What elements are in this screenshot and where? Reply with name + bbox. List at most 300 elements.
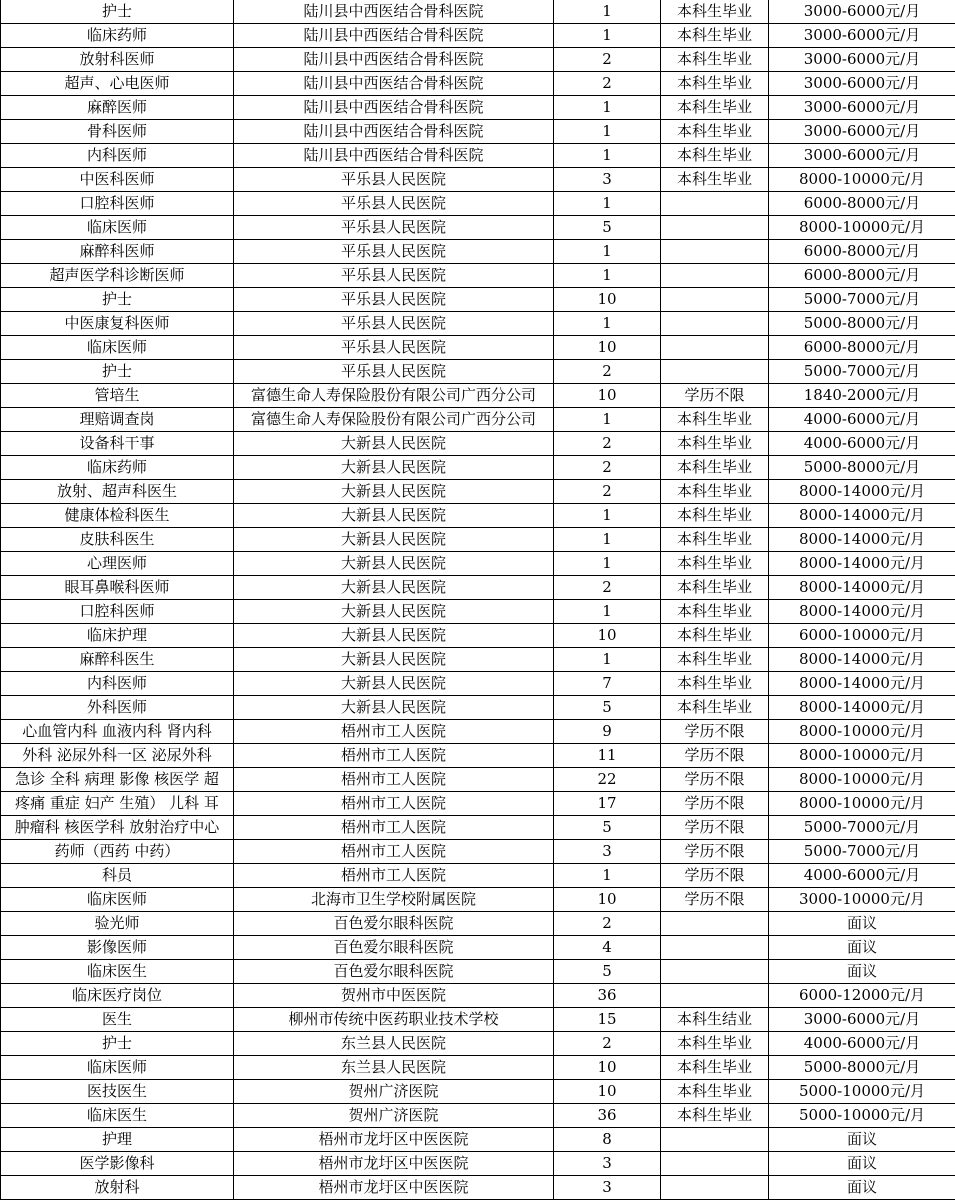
salary-cell[interactable]: 5000-8000元/月 — [769, 1056, 955, 1080]
employer-cell[interactable]: 大新县人民医院 — [234, 432, 554, 456]
position-cell[interactable]: 口腔科医师 — [1, 192, 234, 216]
count-cell[interactable]: 3 — [554, 168, 661, 192]
table-row — [1, 144, 955, 168]
position-cell[interactable]: 护士 — [1, 288, 234, 312]
position-cell[interactable]: 医技医生 — [1, 1080, 234, 1104]
salary-cell[interactable]: 5000-10000元/月 — [769, 1104, 955, 1128]
count-cell[interactable]: 1 — [554, 24, 661, 48]
position-cell[interactable]: 科员 — [1, 864, 234, 888]
salary-cell[interactable]: 3000-6000元/月 — [769, 72, 955, 96]
job-listing-body — [1, 0, 955, 1200]
table-row — [1, 648, 955, 672]
education-cell[interactable]: 学历不限 — [661, 744, 769, 768]
education-cell[interactable]: 本科生毕业 — [661, 408, 769, 432]
position-cell[interactable]: 急诊 全科 病理 影像 核医学 超 — [1, 768, 234, 792]
count-cell[interactable]: 1 — [554, 864, 661, 888]
salary-cell[interactable]: 6000-8000元/月 — [769, 336, 955, 360]
position-cell[interactable]: 麻醉医师 — [1, 96, 234, 120]
education-cell[interactable]: 本科生毕业 — [661, 72, 769, 96]
salary-cell[interactable]: 8000-14000元/月 — [769, 528, 955, 552]
table-row — [1, 552, 955, 576]
employer-cell[interactable]: 百色爱尔眼科医院 — [234, 936, 554, 960]
position-cell[interactable]: 健康体检科医生 — [1, 504, 234, 528]
count-cell[interactable]: 1 — [554, 648, 661, 672]
count-cell[interactable]: 1 — [554, 312, 661, 336]
table-row — [1, 960, 955, 984]
education-cell[interactable] — [661, 360, 769, 384]
salary-cell[interactable]: 6000-8000元/月 — [769, 264, 955, 288]
count-cell[interactable]: 1 — [554, 120, 661, 144]
count-cell[interactable]: 17 — [554, 792, 661, 816]
education-cell[interactable]: 本科生毕业 — [661, 168, 769, 192]
employer-cell[interactable]: 大新县人民医院 — [234, 576, 554, 600]
education-cell[interactable]: 本科生毕业 — [661, 456, 769, 480]
table-row — [1, 984, 955, 1008]
employer-cell[interactable]: 大新县人民医院 — [234, 456, 554, 480]
salary-cell[interactable]: 8000-14000元/月 — [769, 600, 955, 624]
employer-cell[interactable]: 大新县人民医院 — [234, 528, 554, 552]
salary-cell[interactable]: 5000-7000元/月 — [769, 840, 955, 864]
salary-cell[interactable]: 3000-6000元/月 — [769, 24, 955, 48]
education-cell[interactable]: 学历不限 — [661, 720, 769, 744]
education-cell[interactable] — [661, 288, 769, 312]
position-cell[interactable]: 放射、超声科医生 — [1, 480, 234, 504]
count-cell[interactable]: 1 — [554, 528, 661, 552]
salary-cell[interactable]: 8000-10000元/月 — [769, 720, 955, 744]
education-cell[interactable] — [661, 336, 769, 360]
salary-cell[interactable]: 8000-14000元/月 — [769, 576, 955, 600]
employer-cell[interactable]: 平乐县人民医院 — [234, 312, 554, 336]
employer-cell[interactable]: 贺州广济医院 — [234, 1080, 554, 1104]
salary-cell[interactable]: 8000-14000元/月 — [769, 648, 955, 672]
employer-cell[interactable]: 平乐县人民医院 — [234, 192, 554, 216]
count-cell[interactable]: 5 — [554, 696, 661, 720]
position-cell[interactable]: 临床医生 — [1, 960, 234, 984]
count-cell[interactable]: 1 — [554, 408, 661, 432]
education-cell[interactable]: 本科生毕业 — [661, 48, 769, 72]
employer-cell[interactable]: 平乐县人民医院 — [234, 168, 554, 192]
count-cell[interactable]: 11 — [554, 744, 661, 768]
education-cell[interactable]: 本科生毕业 — [661, 480, 769, 504]
education-cell[interactable] — [661, 912, 769, 936]
employer-cell[interactable]: 富德生命人寿保险股份有限公司广西分公司 — [234, 384, 554, 408]
count-cell[interactable]: 4 — [554, 936, 661, 960]
position-cell[interactable]: 超声医学科诊断医师 — [1, 264, 234, 288]
employer-cell[interactable]: 百色爱尔眼科医院 — [234, 912, 554, 936]
position-cell[interactable]: 临床医师 — [1, 336, 234, 360]
count-cell[interactable]: 2 — [554, 432, 661, 456]
salary-cell[interactable]: 8000-10000元/月 — [769, 744, 955, 768]
employer-cell[interactable]: 梧州市工人医院 — [234, 864, 554, 888]
table-row — [1, 192, 955, 216]
position-cell[interactable]: 心理医师 — [1, 552, 234, 576]
salary-cell[interactable]: 5000-10000元/月 — [769, 1080, 955, 1104]
position-cell[interactable]: 护士 — [1, 1032, 234, 1056]
position-cell[interactable]: 设备科干事 — [1, 432, 234, 456]
employer-cell[interactable]: 平乐县人民医院 — [234, 240, 554, 264]
salary-cell[interactable]: 4000-6000元/月 — [769, 432, 955, 456]
table-row — [1, 744, 955, 768]
education-cell[interactable]: 本科生毕业 — [661, 1032, 769, 1056]
count-cell[interactable]: 2 — [554, 48, 661, 72]
education-cell[interactable] — [661, 312, 769, 336]
position-cell[interactable]: 医生 — [1, 1008, 234, 1032]
position-cell[interactable]: 护理 — [1, 1128, 234, 1152]
count-cell[interactable]: 1 — [554, 144, 661, 168]
salary-cell[interactable]: 6000-10000元/月 — [769, 624, 955, 648]
employer-cell[interactable]: 大新县人民医院 — [234, 600, 554, 624]
education-cell[interactable] — [661, 1128, 769, 1152]
salary-cell[interactable]: 8000-14000元/月 — [769, 696, 955, 720]
count-cell[interactable]: 1 — [554, 192, 661, 216]
education-cell[interactable]: 本科生毕业 — [661, 96, 769, 120]
salary-cell[interactable]: 面议 — [769, 1128, 955, 1152]
education-cell[interactable] — [661, 264, 769, 288]
employer-cell[interactable]: 大新县人民医院 — [234, 696, 554, 720]
count-cell[interactable]: 10 — [554, 384, 661, 408]
table-row — [1, 216, 955, 240]
employer-cell[interactable]: 梧州市工人医院 — [234, 744, 554, 768]
employer-cell[interactable]: 平乐县人民医院 — [234, 264, 554, 288]
employer-cell[interactable]: 陆川县中西医结合骨科医院 — [234, 96, 554, 120]
position-cell[interactable]: 外科 泌尿外科一区 泌尿外科 — [1, 744, 234, 768]
education-cell[interactable]: 学历不限 — [661, 888, 769, 912]
education-cell[interactable]: 学历不限 — [661, 768, 769, 792]
salary-cell[interactable]: 8000-10000元/月 — [769, 768, 955, 792]
position-cell[interactable]: 临床药师 — [1, 24, 234, 48]
table-row — [1, 864, 955, 888]
count-cell[interactable]: 2 — [554, 456, 661, 480]
salary-cell[interactable]: 4000-6000元/月 — [769, 864, 955, 888]
table-row — [1, 48, 955, 72]
education-cell[interactable]: 本科生毕业 — [661, 1080, 769, 1104]
employer-cell[interactable]: 梧州市工人医院 — [234, 816, 554, 840]
employer-cell[interactable]: 平乐县人民医院 — [234, 336, 554, 360]
salary-cell[interactable]: 5000-7000元/月 — [769, 816, 955, 840]
table-row — [1, 24, 955, 48]
position-cell[interactable]: 医学影像科 — [1, 1152, 234, 1176]
table-row — [1, 912, 955, 936]
salary-cell[interactable]: 5000-8000元/月 — [769, 456, 955, 480]
position-cell[interactable]: 眼耳鼻喉科医师 — [1, 576, 234, 600]
employer-cell[interactable]: 大新县人民医院 — [234, 624, 554, 648]
table-row — [1, 1008, 955, 1032]
count-cell[interactable]: 3 — [554, 840, 661, 864]
count-cell[interactable]: 10 — [554, 336, 661, 360]
table-row — [1, 1152, 955, 1176]
education-cell[interactable] — [661, 1152, 769, 1176]
salary-cell[interactable]: 8000-10000元/月 — [769, 216, 955, 240]
employer-cell[interactable]: 大新县人民医院 — [234, 504, 554, 528]
table-row — [1, 312, 955, 336]
position-cell[interactable]: 骨科医师 — [1, 120, 234, 144]
position-cell[interactable]: 验光师 — [1, 912, 234, 936]
salary-cell[interactable]: 3000-6000元/月 — [769, 120, 955, 144]
count-cell[interactable]: 1 — [554, 552, 661, 576]
education-cell[interactable]: 本科生毕业 — [661, 576, 769, 600]
count-cell[interactable]: 2 — [554, 360, 661, 384]
salary-cell[interactable]: 4000-6000元/月 — [769, 1032, 955, 1056]
education-cell[interactable] — [661, 936, 769, 960]
count-cell[interactable]: 2 — [554, 72, 661, 96]
salary-cell[interactable]: 5000-8000元/月 — [769, 312, 955, 336]
position-cell[interactable]: 临床医疗岗位 — [1, 984, 234, 1008]
position-cell[interactable]: 皮肤科医生 — [1, 528, 234, 552]
position-cell[interactable]: 中医康复科医师 — [1, 312, 234, 336]
table-row — [1, 456, 955, 480]
position-cell[interactable]: 临床护理 — [1, 624, 234, 648]
education-cell[interactable] — [661, 216, 769, 240]
count-cell[interactable]: 36 — [554, 984, 661, 1008]
employer-cell[interactable]: 梧州市工人医院 — [234, 768, 554, 792]
table-row — [1, 720, 955, 744]
education-cell[interactable]: 本科生毕业 — [661, 0, 769, 24]
count-cell[interactable]: 1 — [554, 0, 661, 24]
education-cell[interactable]: 本科生毕业 — [661, 504, 769, 528]
position-cell[interactable]: 护士 — [1, 0, 234, 24]
count-cell[interactable]: 2 — [554, 912, 661, 936]
count-cell[interactable]: 5 — [554, 960, 661, 984]
education-cell[interactable]: 学历不限 — [661, 864, 769, 888]
salary-cell[interactable]: 面议 — [769, 912, 955, 936]
table-row — [1, 120, 955, 144]
count-cell[interactable]: 8 — [554, 1128, 661, 1152]
position-cell[interactable]: 理赔调查岗 — [1, 408, 234, 432]
education-cell[interactable]: 本科生毕业 — [661, 552, 769, 576]
table-row — [1, 72, 955, 96]
position-cell[interactable]: 内科医师 — [1, 144, 234, 168]
employer-cell[interactable]: 百色爱尔眼科医院 — [234, 960, 554, 984]
education-cell[interactable]: 本科生毕业 — [661, 120, 769, 144]
salary-cell[interactable]: 8000-14000元/月 — [769, 480, 955, 504]
position-cell[interactable]: 麻醉科医师 — [1, 240, 234, 264]
table-row — [1, 264, 955, 288]
salary-cell[interactable]: 6000-8000元/月 — [769, 240, 955, 264]
position-cell[interactable]: 超声、心电医师 — [1, 72, 234, 96]
employer-cell[interactable]: 贺州市中医医院 — [234, 984, 554, 1008]
position-cell[interactable]: 心血管内科 血液内科 肾内科 — [1, 720, 234, 744]
table-row — [1, 1128, 955, 1152]
employer-cell[interactable]: 陆川县中西医结合骨科医院 — [234, 48, 554, 72]
table-row — [1, 288, 955, 312]
salary-cell[interactable]: 1840-2000元/月 — [769, 384, 955, 408]
education-cell[interactable]: 本科生毕业 — [661, 672, 769, 696]
table-row — [1, 0, 955, 24]
position-cell[interactable]: 内科医师 — [1, 672, 234, 696]
table-row — [1, 1104, 955, 1128]
count-cell[interactable]: 2 — [554, 576, 661, 600]
count-cell[interactable]: 1 — [554, 264, 661, 288]
table-row — [1, 1032, 955, 1056]
table-row — [1, 576, 955, 600]
salary-cell[interactable]: 面议 — [769, 1176, 955, 1200]
salary-cell[interactable]: 8000-10000元/月 — [769, 792, 955, 816]
count-cell[interactable]: 36 — [554, 1104, 661, 1128]
table-row — [1, 480, 955, 504]
table-row — [1, 96, 955, 120]
education-cell[interactable] — [661, 1176, 769, 1200]
education-cell[interactable]: 本科生结业 — [661, 1008, 769, 1032]
education-cell[interactable]: 本科生毕业 — [661, 1104, 769, 1128]
salary-cell[interactable]: 面议 — [769, 1152, 955, 1176]
education-cell[interactable]: 学历不限 — [661, 816, 769, 840]
table-row — [1, 1176, 955, 1200]
employer-cell[interactable]: 北海市卫生学校附属医院 — [234, 888, 554, 912]
position-cell[interactable]: 放射科医师 — [1, 48, 234, 72]
position-cell[interactable]: 临床医师 — [1, 888, 234, 912]
employer-cell[interactable]: 陆川县中西医结合骨科医院 — [234, 72, 554, 96]
count-cell[interactable]: 22 — [554, 768, 661, 792]
education-cell[interactable] — [661, 960, 769, 984]
position-cell[interactable]: 中医科医师 — [1, 168, 234, 192]
position-cell[interactable]: 疼痛 重症 妇产 生殖） 儿科 耳 — [1, 792, 234, 816]
education-cell[interactable] — [661, 240, 769, 264]
position-cell[interactable]: 口腔科医师 — [1, 600, 234, 624]
table-row — [1, 840, 955, 864]
employer-cell[interactable]: 大新县人民医院 — [234, 480, 554, 504]
table-row — [1, 528, 955, 552]
employer-cell[interactable]: 平乐县人民医院 — [234, 288, 554, 312]
salary-cell[interactable]: 5000-7000元/月 — [769, 288, 955, 312]
count-cell[interactable]: 2 — [554, 480, 661, 504]
table-row — [1, 408, 955, 432]
education-cell[interactable]: 本科生毕业 — [661, 624, 769, 648]
employer-cell[interactable]: 陆川县中西医结合骨科医院 — [234, 120, 554, 144]
table-row — [1, 672, 955, 696]
salary-cell[interactable]: 面议 — [769, 936, 955, 960]
education-cell[interactable]: 本科生毕业 — [661, 24, 769, 48]
count-cell[interactable]: 2 — [554, 1032, 661, 1056]
salary-cell[interactable]: 8000-14000元/月 — [769, 504, 955, 528]
employer-cell[interactable]: 平乐县人民医院 — [234, 360, 554, 384]
count-cell[interactable]: 10 — [554, 1056, 661, 1080]
employer-cell[interactable]: 贺州广济医院 — [234, 1104, 554, 1128]
count-cell[interactable]: 9 — [554, 720, 661, 744]
education-cell[interactable] — [661, 192, 769, 216]
table-row — [1, 336, 955, 360]
table-row — [1, 1080, 955, 1104]
education-cell[interactable]: 本科生毕业 — [661, 528, 769, 552]
count-cell[interactable]: 15 — [554, 1008, 661, 1032]
table-row — [1, 768, 955, 792]
count-cell[interactable]: 1 — [554, 600, 661, 624]
count-cell[interactable]: 10 — [554, 288, 661, 312]
salary-cell[interactable]: 8000-14000元/月 — [769, 552, 955, 576]
employer-cell[interactable]: 柳州市传统中医药职业技术学校 — [234, 1008, 554, 1032]
position-cell[interactable]: 临床药师 — [1, 456, 234, 480]
position-cell[interactable]: 影像医师 — [1, 936, 234, 960]
table-row — [1, 504, 955, 528]
employer-cell[interactable]: 陆川县中西医结合骨科医院 — [234, 144, 554, 168]
count-cell[interactable]: 3 — [554, 1176, 661, 1200]
salary-cell[interactable]: 4000-6000元/月 — [769, 408, 955, 432]
salary-cell[interactable]: 5000-7000元/月 — [769, 360, 955, 384]
table-row — [1, 600, 955, 624]
education-cell[interactable]: 本科生毕业 — [661, 648, 769, 672]
count-cell[interactable]: 5 — [554, 816, 661, 840]
table-row — [1, 432, 955, 456]
position-cell[interactable]: 临床医生 — [1, 1104, 234, 1128]
salary-cell[interactable]: 面议 — [769, 960, 955, 984]
position-cell[interactable]: 临床医师 — [1, 1056, 234, 1080]
employer-cell[interactable]: 东兰县人民医院 — [234, 1032, 554, 1056]
education-cell[interactable] — [661, 984, 769, 1008]
employer-cell[interactable]: 梧州市工人医院 — [234, 720, 554, 744]
employer-cell[interactable]: 陆川县中西医结合骨科医院 — [234, 24, 554, 48]
employer-cell[interactable]: 梧州市工人医院 — [234, 792, 554, 816]
table-row — [1, 792, 955, 816]
employer-cell[interactable]: 大新县人民医院 — [234, 648, 554, 672]
salary-cell[interactable]: 8000-14000元/月 — [769, 672, 955, 696]
table-row — [1, 168, 955, 192]
salary-cell[interactable]: 3000-10000元/月 — [769, 888, 955, 912]
table-row — [1, 384, 955, 408]
position-cell[interactable]: 麻醉科医生 — [1, 648, 234, 672]
education-cell[interactable]: 本科生毕业 — [661, 1056, 769, 1080]
employer-cell[interactable]: 梧州市龙圩区中医医院 — [234, 1152, 554, 1176]
education-cell[interactable]: 本科生毕业 — [661, 696, 769, 720]
table-row — [1, 1056, 955, 1080]
count-cell[interactable]: 3 — [554, 1152, 661, 1176]
salary-cell[interactable]: 8000-10000元/月 — [769, 168, 955, 192]
table-row — [1, 240, 955, 264]
employer-cell[interactable]: 平乐县人民医院 — [234, 216, 554, 240]
education-cell[interactable]: 本科生毕业 — [661, 144, 769, 168]
table-row — [1, 888, 955, 912]
table-row — [1, 360, 955, 384]
position-cell[interactable]: 放射科 — [1, 1176, 234, 1200]
salary-cell[interactable]: 6000-8000元/月 — [769, 192, 955, 216]
employer-cell[interactable]: 大新县人民医院 — [234, 552, 554, 576]
education-cell[interactable]: 学历不限 — [661, 384, 769, 408]
education-cell[interactable]: 本科生毕业 — [661, 600, 769, 624]
employer-cell[interactable]: 东兰县人民医院 — [234, 1056, 554, 1080]
employer-cell[interactable]: 梧州市工人医院 — [234, 840, 554, 864]
position-cell[interactable]: 管培生 — [1, 384, 234, 408]
position-cell[interactable]: 临床医师 — [1, 216, 234, 240]
education-cell[interactable]: 学历不限 — [661, 792, 769, 816]
employer-cell[interactable]: 梧州市龙圩区中医医院 — [234, 1176, 554, 1200]
count-cell[interactable]: 10 — [554, 888, 661, 912]
employer-cell[interactable]: 陆川县中西医结合骨科医院 — [234, 0, 554, 24]
count-cell[interactable]: 5 — [554, 216, 661, 240]
salary-cell[interactable]: 3000-6000元/月 — [769, 96, 955, 120]
employer-cell[interactable]: 大新县人民医院 — [234, 672, 554, 696]
salary-cell[interactable]: 3000-6000元/月 — [769, 0, 955, 24]
education-cell[interactable]: 学历不限 — [661, 840, 769, 864]
table-row — [1, 696, 955, 720]
count-cell[interactable]: 10 — [554, 1080, 661, 1104]
table-row — [1, 936, 955, 960]
table-row — [1, 816, 955, 840]
count-cell[interactable]: 1 — [554, 96, 661, 120]
position-cell[interactable]: 肿瘤科 核医学科 放射治疗中心 — [1, 816, 234, 840]
count-cell[interactable]: 7 — [554, 672, 661, 696]
position-cell[interactable]: 药师（西药 中药） — [1, 840, 234, 864]
education-cell[interactable]: 本科生毕业 — [661, 432, 769, 456]
salary-cell[interactable]: 3000-6000元/月 — [769, 1008, 955, 1032]
salary-cell[interactable]: 3000-6000元/月 — [769, 48, 955, 72]
employer-cell[interactable]: 富德生命人寿保险股份有限公司广西分公司 — [234, 408, 554, 432]
employer-cell[interactable]: 梧州市龙圩区中医医院 — [234, 1128, 554, 1152]
position-cell[interactable]: 护士 — [1, 360, 234, 384]
count-cell[interactable]: 1 — [554, 240, 661, 264]
count-cell[interactable]: 10 — [554, 624, 661, 648]
position-cell[interactable]: 外科医师 — [1, 696, 234, 720]
salary-cell[interactable]: 3000-6000元/月 — [769, 144, 955, 168]
count-cell[interactable]: 1 — [554, 504, 661, 528]
salary-cell[interactable]: 6000-12000元/月 — [769, 984, 955, 1008]
